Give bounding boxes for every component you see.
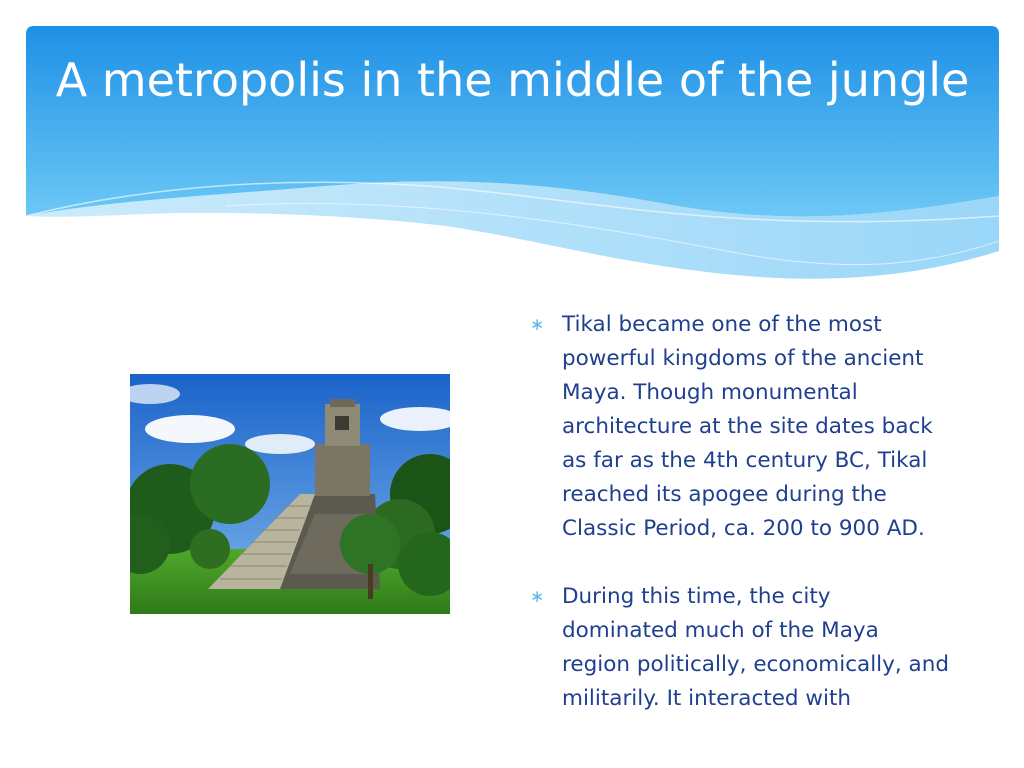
slide-title: A metropolis in the middle of the jungle [55, 53, 970, 107]
asterisk-bullet-icon: ∗ [530, 587, 545, 607]
bullet-item [530, 308, 950, 546]
bullet-item [530, 580, 950, 716]
bullet-text: During this time, the city dominated much of the Maya region politically, economically, and militarily. It interacted with [562, 584, 949, 711]
temple-pyramid-photo [130, 374, 450, 614]
asterisk-bullet-icon: ∗ [530, 315, 545, 335]
bullet-list [530, 308, 950, 750]
bullet-text: Tikal became one of the most powerful kingdoms of the ancient Maya. Though monumental architecture at the site dates back as far as the 4th century BC, Tikal reached its apogee during the Classic Period, ca. 200 to 900 AD. [562, 312, 933, 541]
